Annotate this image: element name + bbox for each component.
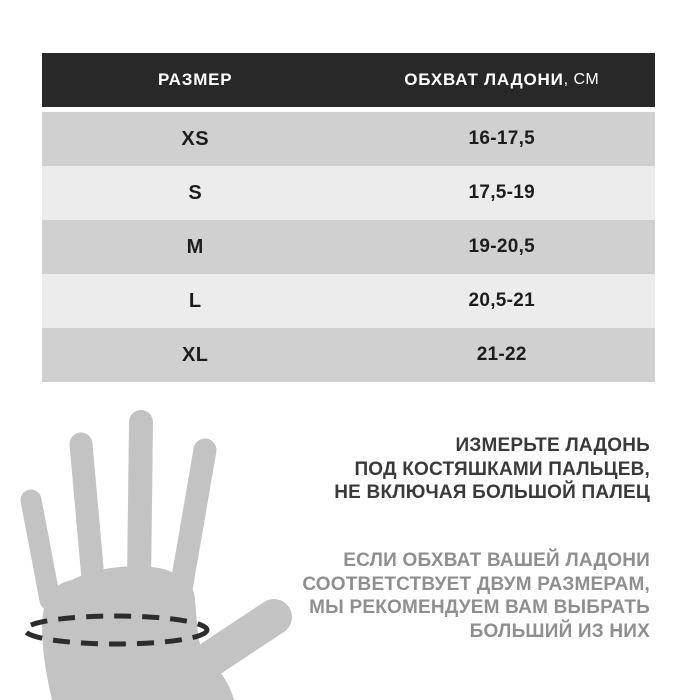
ring-finger <box>81 444 94 590</box>
index-finger <box>180 450 205 595</box>
range-cell: 21-22 <box>476 344 527 365</box>
header-circumference-label: ОБХВАТ ЛАДОНИ <box>404 70 564 89</box>
table-row-xs <box>42 112 655 166</box>
range-cell: 17,5-19 <box>468 182 536 203</box>
middle-finger <box>139 422 141 585</box>
note-measure-line-2: ПОД КОСТЯШКАМИ ПАЛЬЦЕВ, <box>354 458 650 480</box>
table-row-s <box>42 166 655 220</box>
header-cell-size: РАЗМЕР <box>158 70 233 89</box>
size-cell: L <box>188 289 202 312</box>
table-row-xl <box>42 328 655 382</box>
table-body <box>42 112 655 382</box>
note-recommendation-line-3: МЫ РЕКОМЕНДУЕМ ВАМ ВЫБРАТЬ <box>309 597 650 618</box>
note-recommendation-line-2: СООТВЕТСТВУЕТ ДВУМ РАЗМЕРАМ, <box>302 573 650 595</box>
hand-illustration <box>0 400 320 700</box>
size-cell: M <box>186 235 204 258</box>
thumb <box>212 617 274 658</box>
note-measure <box>334 434 650 505</box>
range-cell: 20,5-21 <box>468 290 536 311</box>
table-row-m <box>42 220 655 274</box>
range-cell: 19-20,5 <box>468 236 536 257</box>
header-cell-circumference <box>349 53 656 107</box>
note-measure-line-1: ИЗМЕРЬТЕ ЛАДОНЬ <box>455 435 650 456</box>
pinky-finger <box>31 500 50 600</box>
hand-silhouette-icon <box>0 400 320 700</box>
size-cell: XL <box>181 343 209 366</box>
note-recommendation-line-1: ЕСЛИ ОБХВАТ ВАШЕЙ ЛАДОНИ <box>343 550 650 571</box>
size-cell: S <box>188 181 203 204</box>
note-recommendation <box>302 549 650 643</box>
range-cell: 16-17,5 <box>468 128 536 149</box>
note-measure-line-3: НЕ ВКЛЮЧАЯ БОЛЬШОЙ ПАЛЕЦ <box>334 482 650 503</box>
table-row-l <box>42 274 655 328</box>
header-circumference-unit: , СМ <box>563 71 600 88</box>
table-header-row <box>42 53 655 107</box>
size-table <box>42 53 655 382</box>
size-cell: XS <box>181 127 210 150</box>
note-recommendation-line-4: БОЛЬШИЙ ИЗ НИХ <box>469 620 650 642</box>
